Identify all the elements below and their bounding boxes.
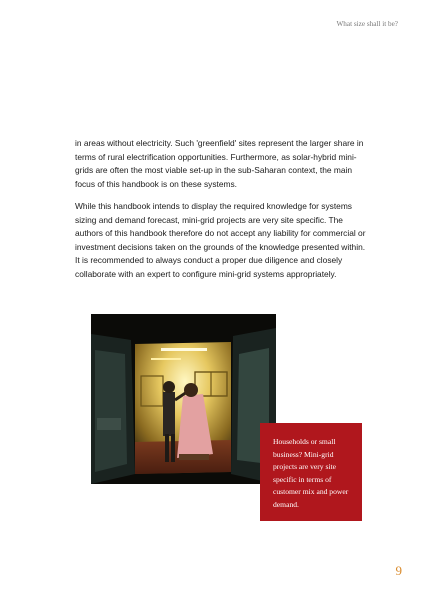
barbershop-photo: [91, 314, 276, 484]
body-paragraph-1: in areas without electricity. Such 'greenfield' sites represent the larger share in terms of rural electrification opportunities. Furthermore, as solar-hybrid mini-grids are often the most viable set-up in the sub-Saharan context, the main focus of this handbook is on these systems.: [75, 138, 364, 189]
photo-illustration: [91, 314, 276, 484]
photo-caption-text: Households or small business? Mini-grid projects are very site specific in terms of customer mix and power demand.: [273, 437, 349, 509]
photo-caption-box: [260, 423, 362, 521]
page-number: 9: [395, 563, 402, 578]
running-header: What size shall it be?: [336, 20, 398, 28]
body-paragraph-2: While this handbook intends to display the required knowledge for systems sizing and demand forecast, mini-grid projects are very site specific. The authors of this handbook therefore do not accept any liability for commercial or investment decisions taken on the grounds of the knowledge presented within. It is recommended to always conduct a proper due diligence and closely collaborate with an expert to configure mini-grid systems appropriately.: [75, 201, 366, 279]
